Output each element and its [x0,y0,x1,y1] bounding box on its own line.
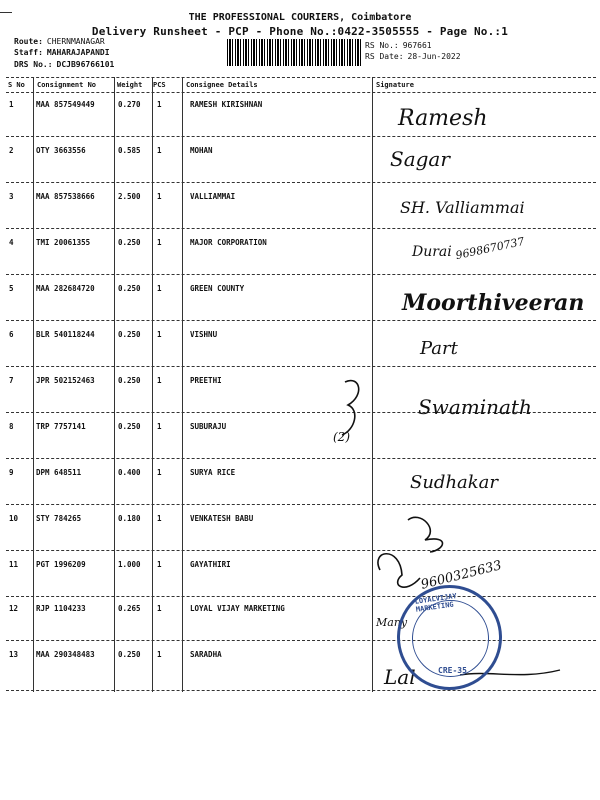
cell-weight: 0.250 [118,376,141,385]
runsheet-subtitle: Delivery Runsheet - PCP - Phone No.:0422-3505555 - Page No.:1 [91,25,509,38]
cell-consignment: DPM 648511 [36,468,82,477]
cell-weight: 2.500 [118,192,141,201]
rs-date-info [365,52,461,61]
signature-11: 9600325633 [419,558,504,593]
rs-no-label: RS No.: [365,41,399,50]
cell-consignment: MAA 282684720 [36,284,95,293]
col-divider [114,77,115,692]
cell-weight: 0.250 [118,650,141,659]
cell-consignment: TMI 20061355 [36,238,91,247]
signature-8a: Swaminath [418,395,532,419]
staff-info [14,48,110,57]
cell-sno: 12 [9,604,19,613]
cell-consignment: OTY 3663556 [36,146,86,155]
col-divider [152,77,153,692]
cell-pcs: 1 [157,238,162,247]
cell-sno: 5 [9,284,14,293]
cell-consignee: MAJOR CORPORATION [190,238,267,247]
cell-pcs: 1 [157,650,162,659]
cell-weight: 0.250 [118,284,141,293]
scribble-10 [408,517,443,552]
barcode [227,39,362,66]
cell-sno: 8 [9,422,14,431]
col-divider [182,77,183,692]
table-bottom-border [6,690,596,691]
cell-consignment: MAA 857538666 [36,192,95,201]
cell-sno: 1 [9,100,14,109]
cell-pcs: 1 [157,560,162,569]
table-top-border [6,77,596,78]
row-divider [6,136,596,137]
row-divider [6,320,596,321]
cell-consignee: PREETHI [190,376,222,385]
signature-3: SH. Valliammai [400,198,525,217]
signature-6: Part [420,338,458,359]
drs-info [14,60,114,69]
scribble-11 [378,554,420,587]
cell-weight: 0.585 [118,146,141,155]
cell-consignment: RJP 1104233 [36,604,86,613]
cell-consignee: VALLIAMMAI [190,192,236,201]
route-info [14,37,105,46]
company-title: THE PROFESSIONAL COURIERS, Coimbatore [188,12,412,23]
rs-no-value: 967661 [402,41,432,50]
cell-consignment: STY 784265 [36,514,82,523]
cell-sno: 2 [9,146,14,155]
header-pcs: PCS [153,81,166,89]
cell-sno: 3 [9,192,14,201]
cell-weight: 0.250 [118,330,141,339]
cell-sno: 9 [9,468,14,477]
signature-1: Ramesh [398,106,488,131]
cell-pcs: 1 [157,422,162,431]
row-divider [6,182,596,183]
signature-4a: Durai [412,244,452,260]
cell-pcs: 1 [157,604,162,613]
cell-pcs: 1 [157,330,162,339]
cell-consignee: GREEN COUNTY [190,284,245,293]
cell-pcs: 1 [157,468,162,477]
cell-weight: 0.250 [118,422,141,431]
cell-pcs: 1 [157,100,162,109]
signature-5: Moorthiveeran [402,290,585,316]
staff-value: MAHARAJAPANDI [46,48,110,57]
cell-sno: 7 [9,376,14,385]
cell-consignee: SUBURAJU [190,422,227,431]
cell-pcs: 1 [157,284,162,293]
fold-mark [0,12,12,13]
header-signature: Signature [376,81,414,89]
header-weight: Weight [117,81,143,89]
cell-consignment: MAA 857549449 [36,100,95,109]
row-divider [6,228,596,229]
company-stamp [397,585,502,690]
cell-sno: 4 [9,238,14,247]
route-label: Route: [14,37,43,46]
cell-pcs: 1 [157,192,162,201]
cell-weight: 0.180 [118,514,141,523]
signature-9: Sudhakar [410,472,499,493]
cell-consignee: SARADHA [190,650,222,659]
cell-consignment: TRP 7757141 [36,422,86,431]
col-divider [33,77,34,692]
signature-12: Many [376,616,408,629]
cell-consignment: PGT 1996209 [36,560,86,569]
cell-sno: 6 [9,330,14,339]
cell-consignee: VENKATESH BABU [190,514,254,523]
cell-consignee: SURYA RICE [190,468,236,477]
scribble-7 [342,381,359,435]
cell-consignee: VISHNU [190,330,218,339]
cell-weight: 0.270 [118,100,141,109]
stamp-text-top: LOYALVIJAY MARKETING [414,592,458,614]
rs-date-value: 28-Jun-2022 [407,52,461,61]
rs-date-label: RS Date: [365,52,404,61]
cell-weight: 0.265 [118,604,141,613]
signature-2: Sagar [390,147,450,171]
signature-4b: 9698670737 [454,234,526,263]
rs-no-info [365,41,432,50]
cell-pcs: 1 [157,146,162,155]
cell-consignment: BLR 540118244 [36,330,95,339]
cell-sno: 11 [9,560,19,569]
drs-value: DCJB96766101 [56,60,115,69]
cell-consignment: MAA 290348483 [36,650,95,659]
cell-pcs: 1 [157,514,162,523]
route-value: CHERNMANAGAR [46,37,105,46]
cell-consignee: LOYAL VIJAY MARKETING [190,604,285,613]
cell-sno: 13 [9,650,19,659]
cell-weight: 0.250 [118,238,141,247]
header-bottom-border [6,92,596,93]
row-divider [6,274,596,275]
drs-label: DRS No.: [14,60,53,69]
stamp-text-bottom: CRE-35 [438,666,467,675]
header-consignment: Consignment No [37,81,97,89]
cell-consignee: RAMESH KIRISHNAN [190,100,263,109]
signature-13: Lal [384,665,416,689]
row-divider [6,366,596,367]
staff-label: Staff: [14,48,43,57]
cell-weight: 1.000 [118,560,141,569]
cell-consignee: MOHAN [190,146,213,155]
cell-consignment: JPR 502152463 [36,376,95,385]
cell-consignee: GAYATHIRI [190,560,231,569]
header-sno: S No [8,81,25,89]
signature-8b: (2) [333,430,350,444]
cell-weight: 0.400 [118,468,141,477]
cell-pcs: 1 [157,376,162,385]
header-consignee: Consignee Details [186,81,258,89]
cell-sno: 10 [9,514,19,523]
